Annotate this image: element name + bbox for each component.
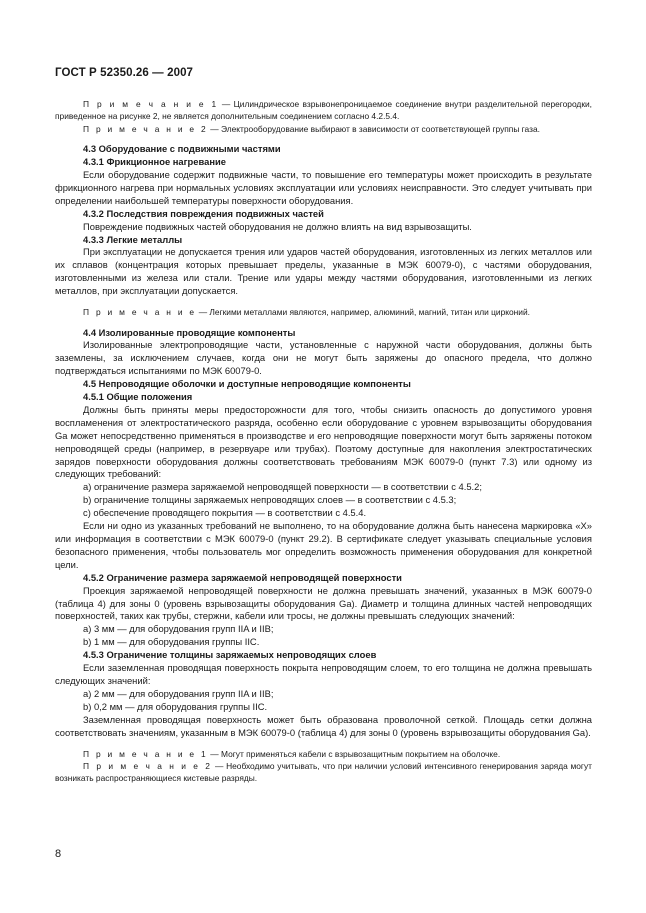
list-item: b) 0,2 мм — для оборудования группы IIC. [83,700,268,712]
section-heading: 4.5.1 Общие положения [83,391,193,403]
note [55,123,592,135]
paragraph: Изолированные электропроводящие части, установленные с наружной части оборудования, должны быть заземлены, за исключением случаев, когда они не могут быть заряжены до опасного предела, что должно подтверждаться испытаниями по МЭК 60079-0. [55,339,592,377]
note-text: — Электрооборудование выбирают в зависимости от соответствующей группы газа. [207,123,540,134]
paragraph: При эксплуатации не допускается трения или ударов частей оборудования, изготовленных из легких металлов или их сплавов (концентрация которых превышает пределы, указанные в МЭК 60079-0), с частями оборудования, изготовленными из железа или стали. Трение или удары между частями оборудования, изготовленными из легких металлов, при эксплуатации допускается. [55,246,592,297]
note [55,748,592,760]
list-item: b) ограничение толщины заряжаемых непроводящих слоев — в соответствии с 4.5.3; [83,494,457,506]
note-label: П р и м е ч а н и е 2 [83,123,208,134]
note-text: — Цилиндрическое взрывонепроницаемое соединение внутри разделительной перегородки, приведенное на рисунке 2, не является дополнительным соединением согласно 4.2.5.4. [55,99,592,122]
note-text: — Необходимо учитывать, что при наличии условий интенсивного генерирования заряда могут возникать распространяющиеся кистевые разряды. [55,760,593,784]
section-heading: 4.5.2 Ограничение размера заряжаемой непроводящей поверхности [83,571,402,583]
paragraph: Если заземленная проводящая поверхность покрыта непроводящим слоем, то его толщина не должна превышать следующих значений: [55,662,592,686]
section-heading: 4.3.3 Легкие металлы [83,233,183,245]
note [55,98,592,123]
list-item: c) обеспечение проводящего покрытия — в соответствии с 4.5.4. [83,507,367,519]
page-number: 8 [55,848,62,860]
list-item: a) 3 мм — для оборудования групп IIA и IIB; [83,623,274,635]
section-heading: 4.5.3 Ограничение толщины заряжаемых непроводящих слоев [83,649,377,661]
paragraph: Заземленная проводящая поверхность может быть образована проволочной сеткой. Площадь сетки должна соответствовать значениям, указанным в МЭК 60079-0 (таблица 4) для зоны 0 (уровень взрывозащиты оборудования Ga). [55,713,592,738]
document-body [55,98,592,785]
note-label: П р и м е ч а н и е [83,307,197,318]
paragraph: Проекция заряжаемой непроводящей поверхности не должна превышать значений, указанных в МЭК 60079-0 (таблица 4) для зоны 0 (уровень взрывозащиты оборудования Ga). Диаметр и толщина длинных частей непроводящих поверхностей, таких как трубы, стержни, кабели или тросы, не должны превышать следующих значений: [55,584,592,622]
spacer [55,135,592,143]
spacer [55,740,592,748]
note-label: П р и м е ч а н и е 1 [83,748,208,759]
section-heading: 4.5 Непроводящие оболочки и доступные непроводящие компоненты [83,378,411,390]
spacer [55,298,592,306]
document-id-header: ГОСТ Р 52350.26 — 2007 [55,67,194,79]
section-heading: 4.4 Изолированные проводящие компоненты [83,326,296,338]
paragraph: Должны быть приняты меры предосторожности для того, чтобы снизить опасность до допустимого уровня воспламенения от электростатического разряда, особенно если оборудование с уровнем взрывозащиты оборудования Ga может непосредственно применяться в производстве и его непроводящие поверхности могут быть заряжены потоком непроводящей среды (например, в резервуаре или трубах). Поэтому доступные для накопления электростатических зарядов поверхности оборудования должны соответствовать требованиям МЭК 60079-0 (пункт 7.3) или одному из следующих требований: [55,403,592,480]
note-label: П р и м е ч а н и е 1 [83,99,219,109]
note-text: — Легкими металлами являются, например, алюминий, магний, титан или цирконий. [196,307,530,318]
paragraph: Если ни одно из указанных требований не выполнено, то на оборудование должна быть нанесена маркировка «X» или информация в соответствии с МЭК 60079-0 (пункт 29.2). В сертификате следует указывать специальные условия безопасного применения, чтобы пользователь мог определить возможность применения оборудования для конкретной цели. [55,520,592,570]
section-heading: 4.3 Оборудование с подвижными частями [83,143,281,155]
list-item: b) 1 мм — для оборудования группы IIC. [83,636,260,648]
list-item: a) 2 мм — для оборудования групп IIA и IIB; [83,687,274,699]
note [55,306,592,318]
spacer [55,319,592,327]
paragraph: Повреждение подвижных частей оборудования не должно влиять на вид взрывозащиты. [83,220,472,232]
note-text: — Могут применяться кабели с взрывозащитным покрытием на оболочке. [207,748,501,759]
section-heading: 4.3.1 Фрикционное нагревание [83,156,226,168]
paragraph: Если оборудование содержит подвижные части, то повышение его температуры может происходить в результате фрикционного нагрева при нормальных условиях эксплуатации или условиях неисправности. Это следует учитывать при определении наибольшей температуры поверхности оборудования. [55,169,592,206]
list-item: a) ограничение размера заряжаемой непроводящей поверхности — в соответствии с 4.5.2; [83,481,482,493]
section-heading: 4.3.2 Последствия повреждения подвижных частей [83,207,324,219]
note [55,760,592,785]
note-label: П р и м е ч а н и е 2 [83,760,213,771]
